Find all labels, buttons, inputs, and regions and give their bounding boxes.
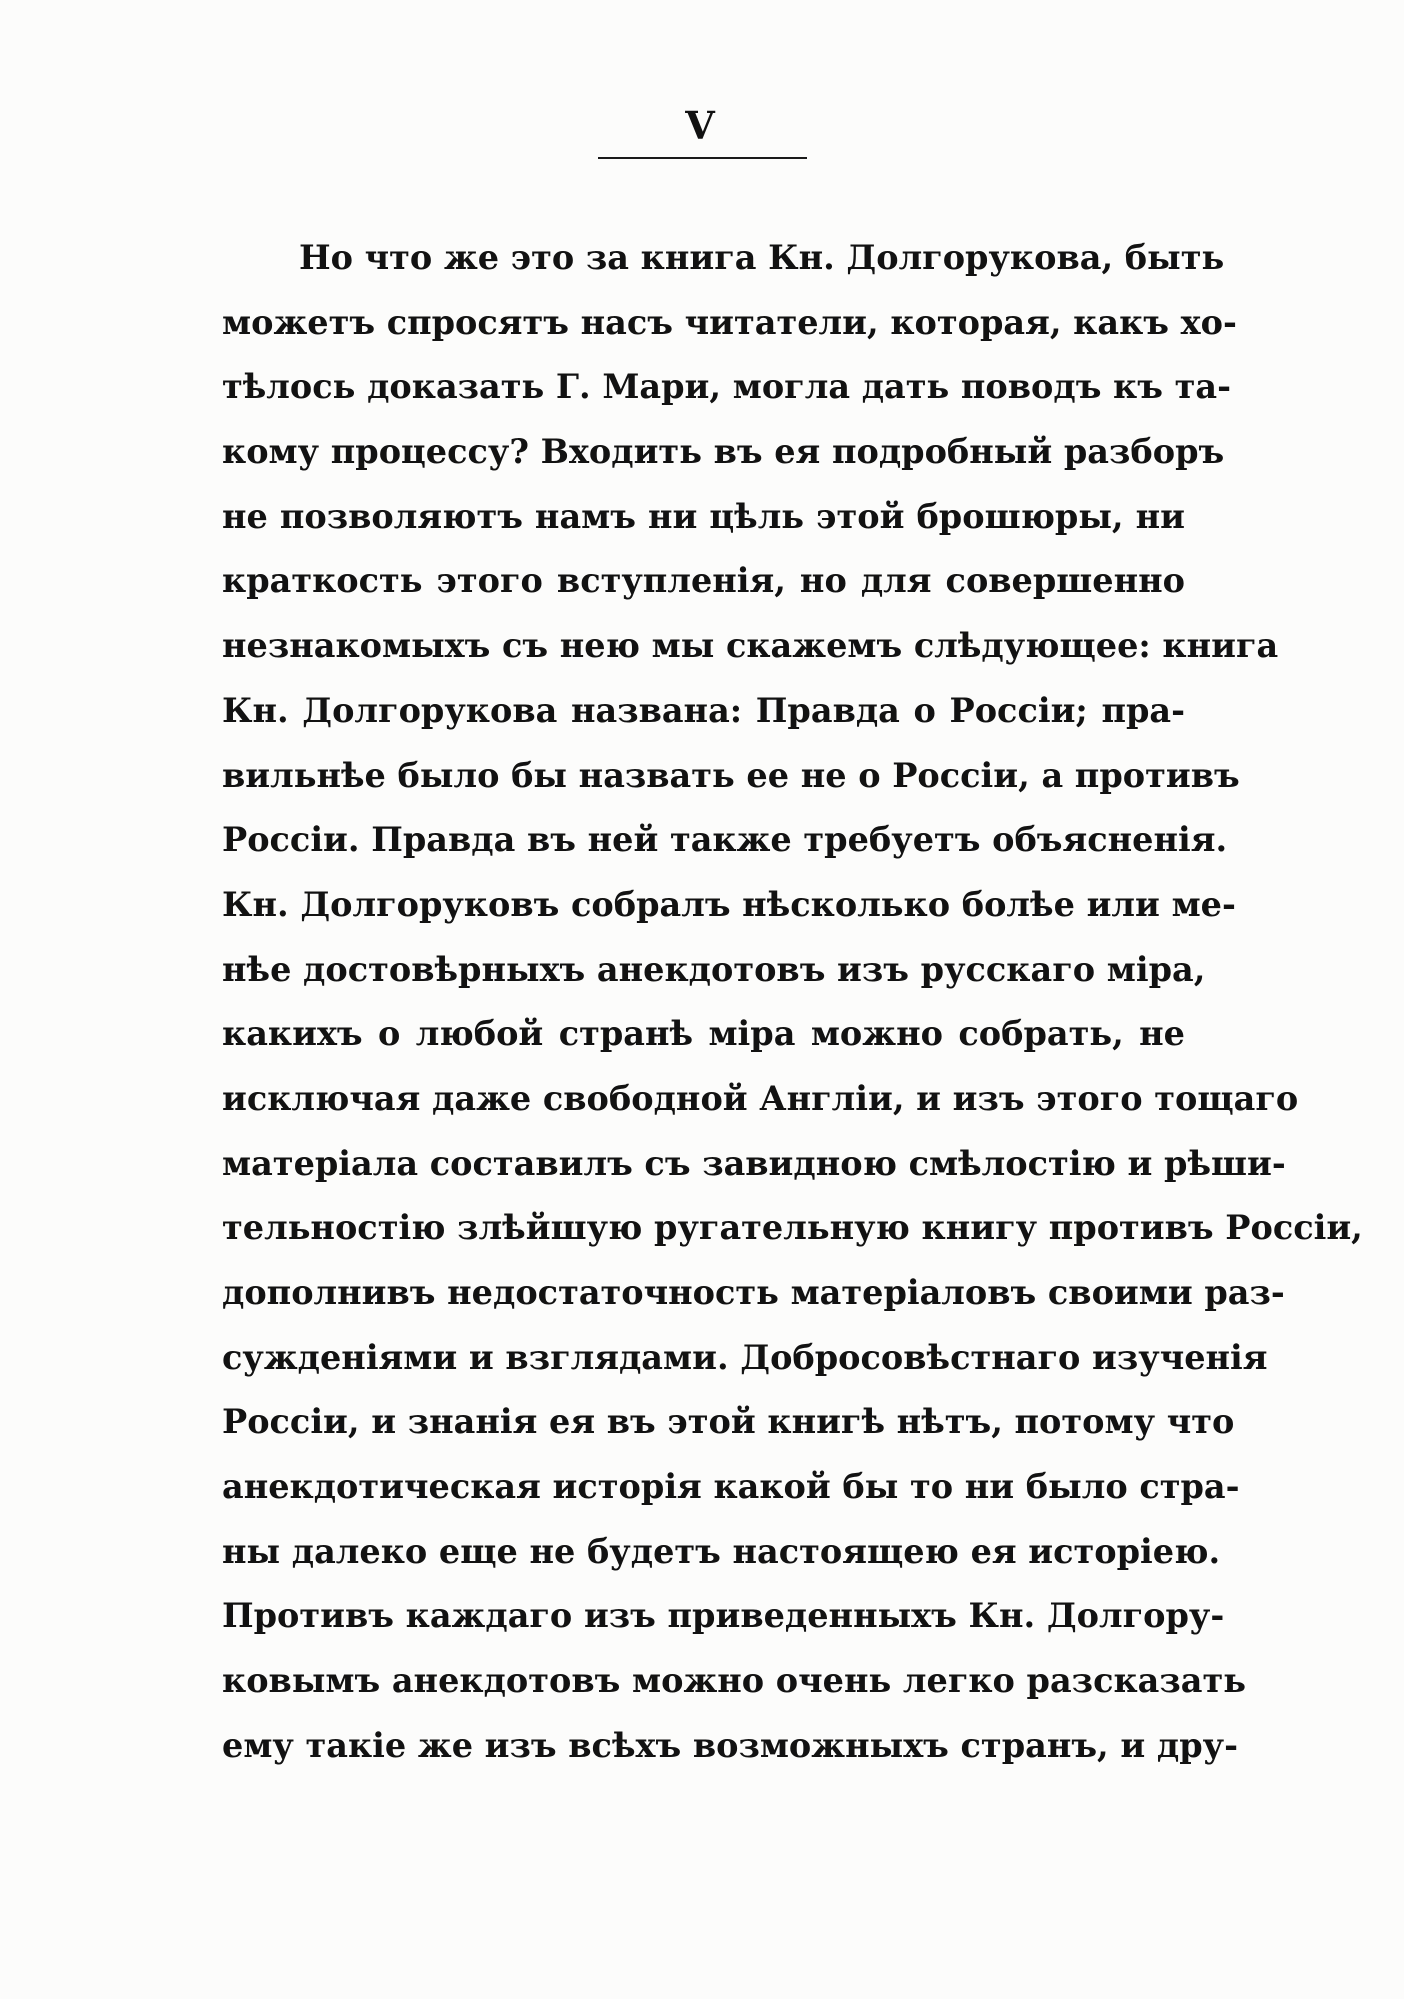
text-line: вильнѣе было бы назвать ее не о Россіи, а противъ — [222, 755, 1240, 795]
text-line: ковымъ анекдотовъ можно очень легко разсказать — [222, 1661, 1246, 1701]
text-line: какихъ о любой странѣ міра можно собрать, не — [222, 1014, 1185, 1054]
text-line: нѣе достовѣрныхъ анекдотовъ изъ русскаго міра, — [222, 949, 1206, 989]
text-line: тѣлось доказать Г. Мари, могла дать поводъ къ та- — [222, 367, 1231, 407]
body-text — [222, 226, 1363, 1779]
text-line: ны далеко еще не будетъ настоящею ея исторіею. — [222, 1531, 1221, 1571]
page-number: V — [685, 103, 715, 148]
text-line: Но что же это за книга Кн. Долгорукова, быть — [299, 238, 1225, 277]
text-line: Кн. Долгорукова названа: Правда о Россіи; пра- — [222, 690, 1185, 730]
text-line: дополнивъ недостаточность матеріаловъ своими раз- — [222, 1273, 1285, 1312]
text-line: Россіи, и знанія ея въ этой книгѣ нѣтъ, потому что — [222, 1402, 1235, 1442]
text-line: кому процессу? Входить въ ея подробный разборъ — [222, 432, 1225, 472]
text-line: Россіи. Правда въ ней также требуетъ объясненія. — [222, 820, 1228, 860]
text-line: можетъ спросятъ насъ читатели, которая, какъ хо- — [222, 302, 1237, 342]
text-line: Кн. Долгоруковъ собралъ нѣсколько болѣе или ме- — [222, 884, 1236, 924]
text-line: ему такіе же изъ всѣхъ возможныхъ странъ, и дру- — [222, 1725, 1238, 1765]
text-line: исключая даже свободной Англіи, и изъ этого тощаго — [222, 1078, 1299, 1118]
text-line: матеріала составилъ съ завидною смѣлостію и рѣши- — [222, 1143, 1286, 1183]
text-line: анекдотическая исторія какой бы то ни было стра- — [222, 1467, 1240, 1507]
text-line: не позволяютъ намъ ни цѣль этой брошюры, ни — [222, 496, 1185, 536]
text-line: сужденіями и взглядами. Добросовѣстнаго изученія — [222, 1337, 1268, 1377]
folio-rule — [598, 157, 807, 159]
text-line: краткость этого вступленія, но для совершенно — [222, 561, 1185, 601]
text-line: тельностію злѣйшую ругательную книгу противъ Россіи, — [222, 1208, 1363, 1248]
text-line: незнакомыхъ съ нею мы скажемъ слѣдующее: книга — [222, 626, 1279, 666]
text-line: Противъ каждаго изъ приведенныхъ Кн. Долгору- — [222, 1596, 1225, 1636]
